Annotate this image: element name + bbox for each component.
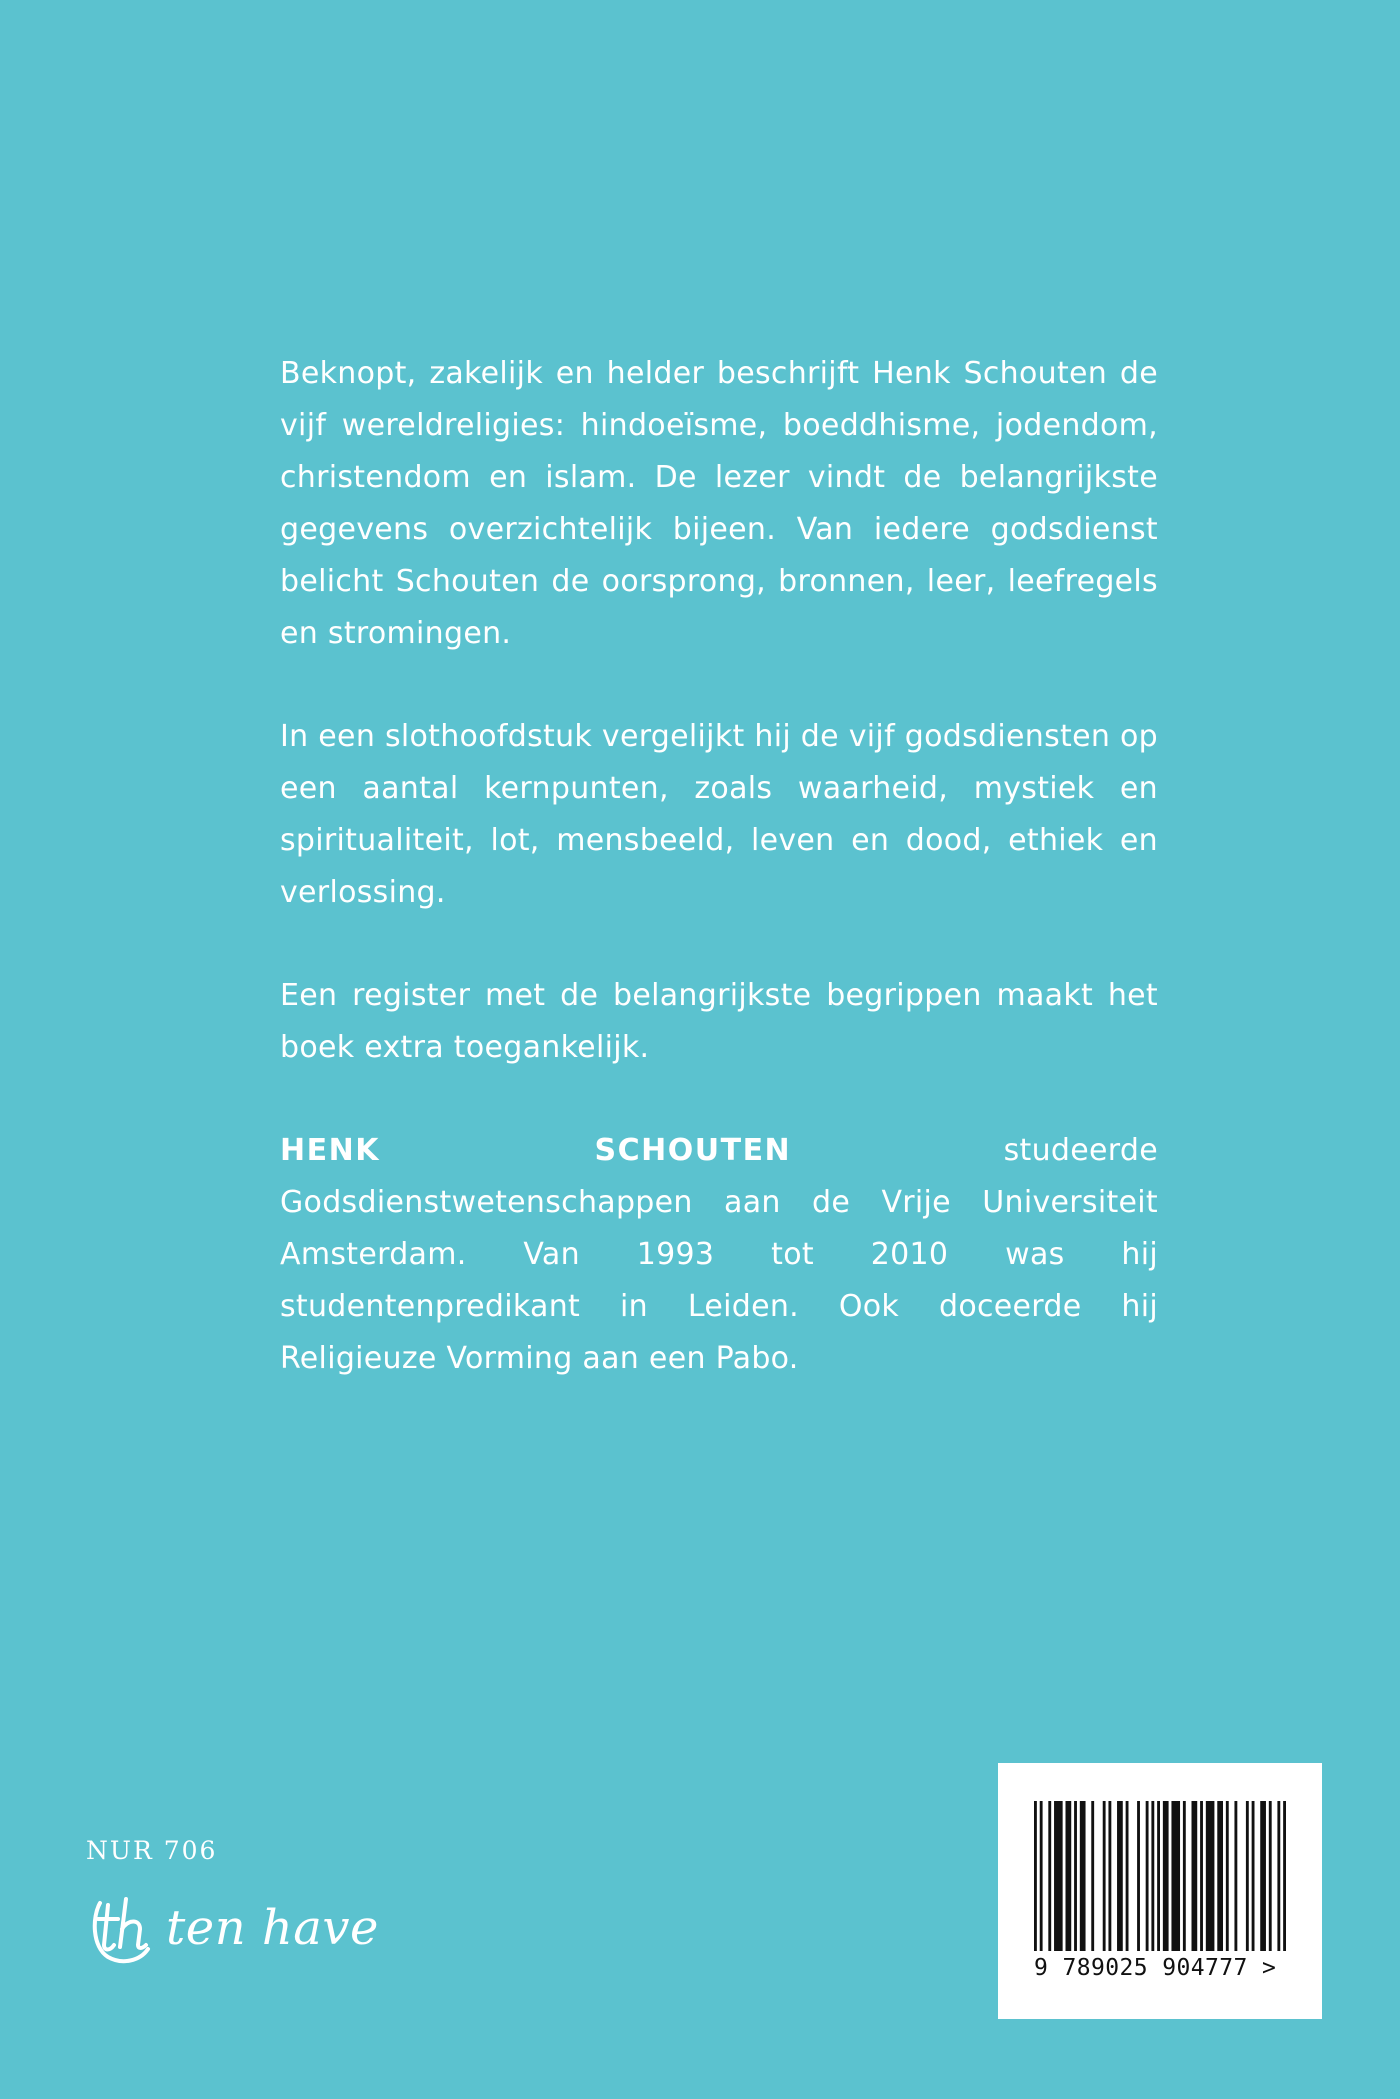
barcode-bar	[1151, 1801, 1154, 1951]
publisher-name: ten have	[166, 1900, 379, 1956]
barcode-bar	[1171, 1801, 1180, 1951]
barcode-bar	[1269, 1801, 1272, 1951]
publisher-logo	[86, 1888, 379, 1968]
isbn-barcode	[998, 1763, 1322, 2019]
barcode-bar	[1217, 1801, 1223, 1951]
barcode-bar	[1146, 1801, 1149, 1951]
barcode-bar	[1163, 1801, 1169, 1951]
barcode-bar	[1091, 1801, 1094, 1951]
barcode-bar	[1283, 1801, 1286, 1951]
author-bio	[280, 1125, 1158, 1385]
barcode-bar	[1157, 1801, 1160, 1951]
barcode-bar	[1108, 1801, 1111, 1951]
barcode-digits: 9 789025 904777 >	[1034, 1955, 1277, 1981]
barcode-bar	[1226, 1801, 1229, 1951]
barcode-bar	[1206, 1801, 1215, 1951]
blurb-paragraph-1: Beknopt, zakelijk en helder beschrijft Henk Schouten de vijf wereldreligies: hindoeïsme, boeddhisme, jodendom, christendom en islam. De lezer vindt de belangrijkste gegevens overzichtelijk bijeen. Van iedere godsdienst belicht Schouten de oorsprong, bronnen, leer, leefregels en stromingen.	[280, 356, 1158, 651]
back-cover-blurb	[280, 348, 1158, 1436]
blurb-paragraph-3: Een register met de belangrijkste begrippen maakt het boek extra toegankelijk.	[280, 978, 1158, 1065]
author-name: HENK SCHOUTEN	[280, 1133, 792, 1168]
barcode-bar	[1246, 1801, 1249, 1951]
barcode-bar	[1103, 1801, 1106, 1951]
barcode-bar	[1200, 1801, 1203, 1951]
th-monogram-icon	[86, 1889, 158, 1967]
barcode-bar	[1260, 1801, 1266, 1951]
barcode-bar	[1034, 1801, 1037, 1951]
barcode-bar	[1074, 1801, 1077, 1951]
barcode-bar	[1234, 1801, 1237, 1951]
barcode-bar	[1117, 1801, 1123, 1951]
author-bio-text: studeerde Godsdienstwetenschappen aan de Vrije Universiteit Amsterdam. Van 1993 tot 2010 was hij studentenpredikant in Leiden. Ook doceerde hij Religieuze Vorming aan een Pabo.	[280, 1133, 1158, 1376]
barcode-bar	[1126, 1801, 1129, 1951]
blurb-paragraph-2: In een slothoofdstuk vergelijkt hij de vijf godsdiensten op een aantal kernpunten, zoals waarheid, mystiek en spiritualiteit, lot, mensbeeld, leven en dood, ethiek en verlossing.	[280, 719, 1158, 910]
barcode-bar	[1252, 1801, 1255, 1951]
barcode-bar	[1054, 1801, 1063, 1951]
barcode-icon	[1034, 1801, 1286, 1951]
barcode-bar	[1080, 1801, 1086, 1951]
barcode-bar	[1277, 1801, 1280, 1951]
barcode-bar	[1048, 1801, 1051, 1951]
barcode-bar	[1183, 1801, 1186, 1951]
nur-code: NUR 706	[86, 1836, 218, 1865]
barcode-bar	[1192, 1801, 1198, 1951]
barcode-bar	[1040, 1801, 1043, 1951]
barcode-bar	[1066, 1801, 1072, 1951]
barcode-bar	[1137, 1801, 1140, 1951]
